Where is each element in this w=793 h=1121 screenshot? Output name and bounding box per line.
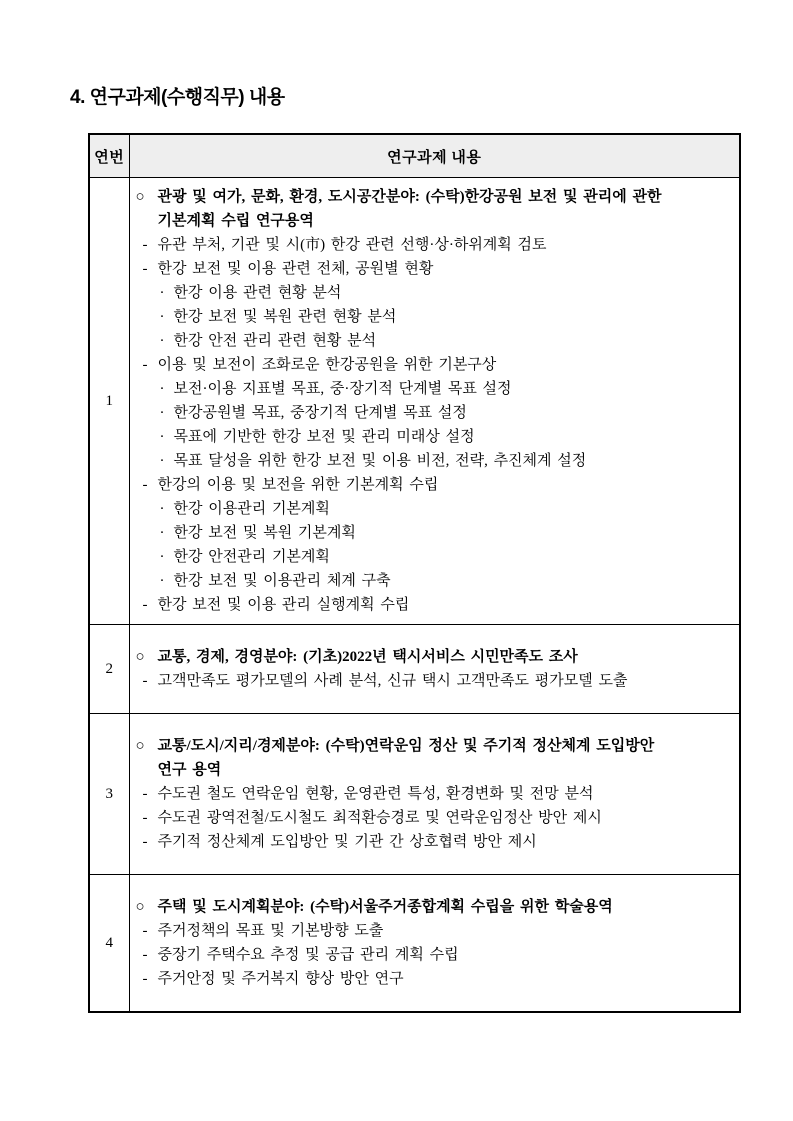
dot-bullet-icon: · [159,573,165,589]
table-row [89,625,740,714]
dash-bullet-icon: - [142,786,148,802]
task-line [136,281,734,305]
dash-bullet-icon: - [142,477,148,493]
task-line [136,545,734,569]
task-line [136,967,734,991]
row-content [129,714,740,875]
task-table-body [89,178,740,1013]
task-line-text: 목표 달성을 위한 한강 보전 및 이용 비전, 전략, 추진체계 설정 [173,453,587,469]
row-content [129,178,740,625]
task-line [136,919,734,943]
task-line-text: 관광 및 여가, 문화, 환경, 도시공간분야: (수탁)한강공원 보전 및 관리에 관한 [157,189,662,205]
table-row [89,178,740,625]
task-line [136,209,734,233]
task-line-text: 이용 및 보전이 조화로운 한강공원을 위한 기본구상 [157,357,497,373]
research-task-table [88,133,741,1013]
task-line-text: 한강 보전 및 이용 관리 실행계획 수립 [157,597,410,613]
task-line [136,497,734,521]
row-number: 3 [89,714,129,875]
dash-bullet-icon: - [142,947,148,963]
task-line [136,830,734,854]
task-line [136,473,734,497]
task-line-text: 한강 보전 및 이용관리 체계 구축 [173,573,391,589]
task-line [136,669,734,693]
task-line [136,377,734,401]
task-line-text: 주거안정 및 주거복지 향상 방안 연구 [157,971,404,987]
circle-bullet-icon: ○ [135,899,145,915]
task-line-text: 수도권 철도 연락운임 현황, 운영관련 특성, 환경변화 및 전망 분석 [157,786,594,802]
dot-bullet-icon: · [159,285,165,301]
task-line-text: 보전·이용 지표별 목표, 중·장기적 단계별 목표 설정 [173,381,512,397]
task-line-text: 교통/도시/지리/경제분야: (수탁)연락운임 정산 및 주기적 정산체계 도입방안 [157,738,655,754]
task-line [136,734,734,758]
dot-bullet-icon: · [159,453,165,469]
task-line [136,645,734,669]
task-line-text: 중장기 주택수요 추정 및 공급 관리 계획 수립 [157,947,459,963]
dash-bullet-icon: - [142,923,148,939]
task-line-text: 기본계획 수립 연구용역 [157,213,314,229]
dot-bullet-icon: · [159,309,165,325]
task-line-text: 주기적 정산체계 도입방안 및 기관 간 상호협력 방안 제시 [157,834,537,850]
task-line-text: 연구 용역 [157,762,222,778]
header-cell-content: 연구과제 내용 [129,134,740,178]
task-line-text: 한강 안전관리 기본계획 [173,549,330,565]
task-line-text: 한강 보전 및 복원 관련 현황 분석 [173,309,397,325]
task-line-text: 한강 안전 관리 관련 현황 분석 [173,333,377,349]
task-line [136,185,734,209]
page-title: 4. 연구과제(수행직무) 내용 [70,87,285,108]
dot-bullet-icon: · [159,429,165,445]
header-cell-number: 연번 [89,134,129,178]
dash-bullet-icon: - [142,971,148,987]
task-line [136,233,734,257]
task-line-text: 목표에 기반한 한강 보전 및 관리 미래상 설정 [173,429,475,445]
task-line [136,806,734,830]
task-line [136,782,734,806]
task-line [136,569,734,593]
table-row [89,714,740,875]
row-number: 4 [89,875,129,1013]
task-line [136,521,734,545]
task-line-text: 수도권 광역전철/도시철도 최적환승경로 및 연락운임정산 방안 제시 [157,810,602,826]
task-line [136,943,734,967]
row-number: 1 [89,178,129,625]
row-content [129,625,740,714]
task-line [136,425,734,449]
task-line-text: 한강 이용관리 기본계획 [173,501,330,517]
dash-bullet-icon: - [142,357,148,373]
circle-bullet-icon: ○ [135,649,145,665]
task-line [136,593,734,617]
table-header-row [89,134,740,178]
task-line-text: 한강 보전 및 복원 기본계획 [173,525,356,541]
task-line-text: 주택 및 도시계획분야: (수탁)서울주거종합계획 수립을 위한 학술용역 [157,899,613,915]
dot-bullet-icon: · [159,333,165,349]
task-line [136,353,734,377]
dot-bullet-icon: · [159,549,165,565]
dot-bullet-icon: · [159,381,165,397]
task-line-text: 교통, 경제, 경영분야: (기초)2022년 택시서비스 시민만족도 조사 [157,649,578,665]
circle-bullet-icon: ○ [135,738,145,754]
task-line-text: 한강 이용 관련 현황 분석 [173,285,342,301]
task-line [136,758,734,782]
dash-bullet-icon: - [142,237,148,253]
dash-bullet-icon: - [142,810,148,826]
row-number: 2 [89,625,129,714]
dash-bullet-icon: - [142,834,148,850]
task-line [136,895,734,919]
table-row [89,875,740,1013]
task-line-text: 한강 보전 및 이용 관련 전체, 공원별 현황 [157,261,434,277]
task-line [136,305,734,329]
task-line [136,449,734,473]
task-line [136,257,734,281]
task-line-text: 한강의 이용 및 보전을 위한 기본계획 수립 [157,477,439,493]
task-line-text: 주거정책의 목표 및 기본방향 도출 [157,923,384,939]
task-line [136,329,734,353]
dot-bullet-icon: · [159,525,165,541]
row-content [129,875,740,1013]
dash-bullet-icon: - [142,673,148,689]
dot-bullet-icon: · [159,501,165,517]
dash-bullet-icon: - [142,597,148,613]
task-line-text: 유관 부처, 기관 및 시(市) 한강 관련 선행·상·하위계획 검토 [157,237,547,253]
dash-bullet-icon: - [142,261,148,277]
circle-bullet-icon: ○ [135,189,145,205]
dot-bullet-icon: · [159,405,165,421]
task-line [136,401,734,425]
task-line-text: 고객만족도 평가모델의 사례 분석, 신규 택시 고객만족도 평가모델 도출 [157,673,628,689]
task-line-text: 한강공원별 목표, 중장기적 단계별 목표 설정 [173,405,467,421]
